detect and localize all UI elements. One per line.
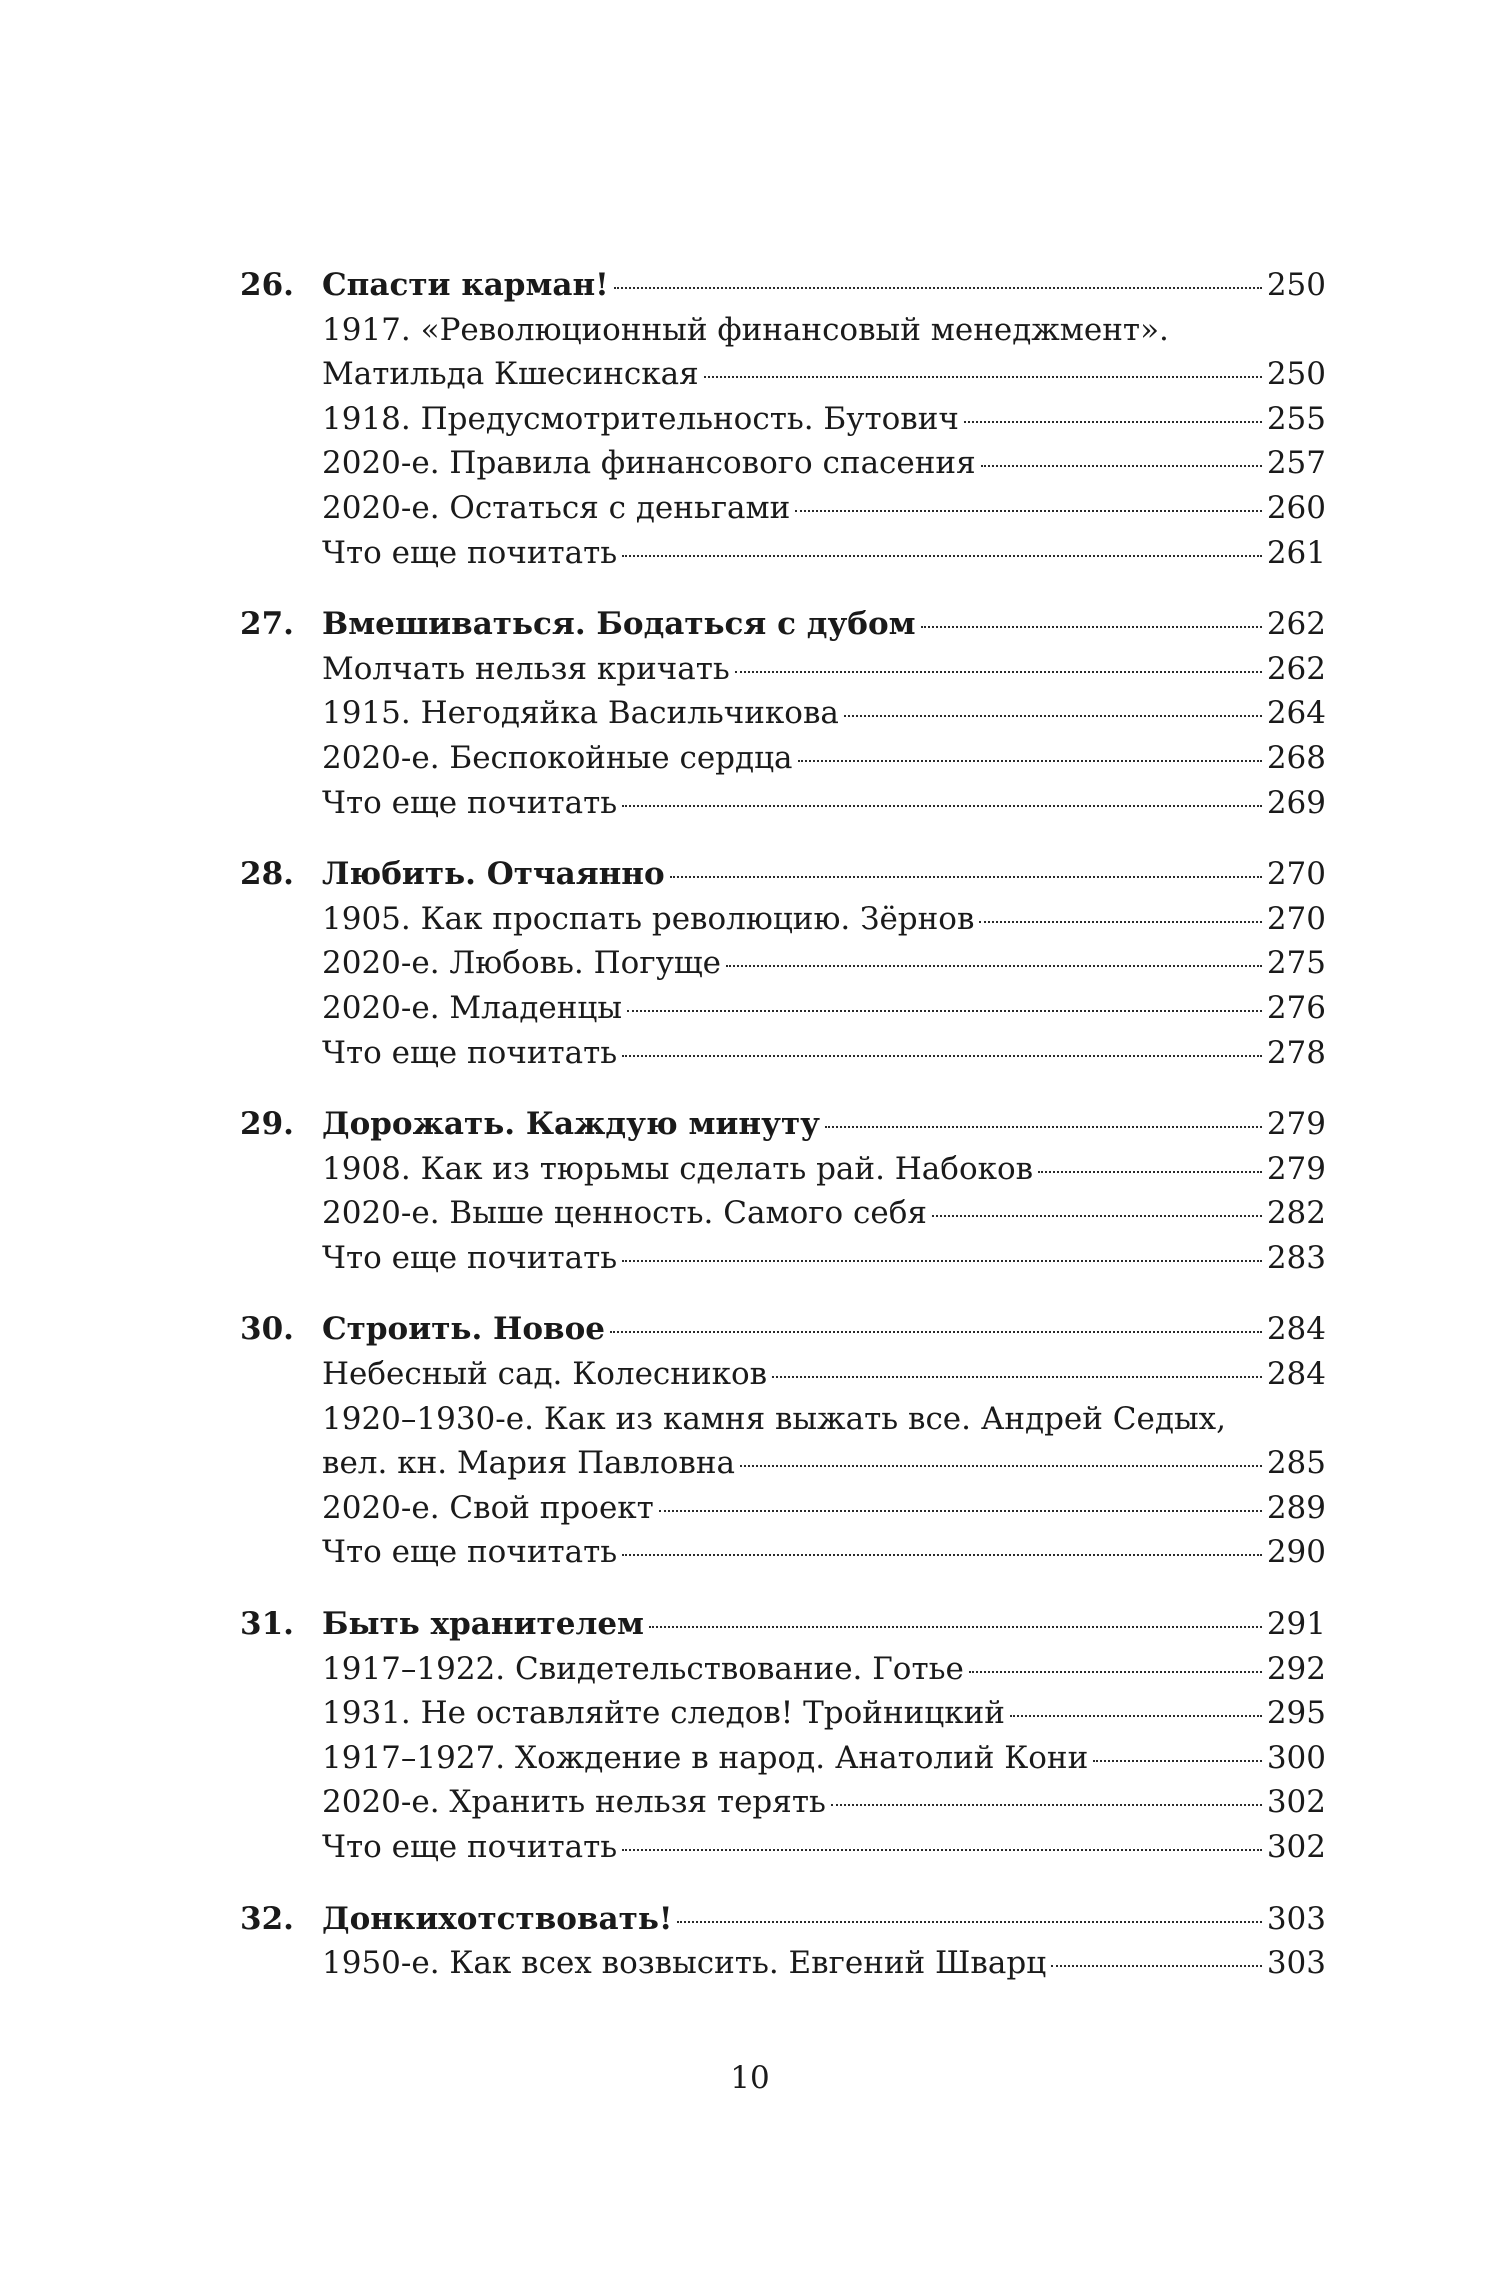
- page-number: 290: [1266, 1534, 1326, 1571]
- chapter-heading: [0, 1897, 1500, 1942]
- page-number: 278: [1266, 1034, 1326, 1071]
- dot-leader: [622, 1260, 1262, 1262]
- page-number: 262: [1266, 650, 1326, 687]
- entry-title: Что еще почитать: [322, 1829, 618, 1865]
- dot-leader: [627, 1010, 1262, 1012]
- entry-title: 1917–1922. Свидетельствование. Готье: [322, 1650, 964, 1687]
- entry-title: Матильда Кшесинская: [322, 356, 699, 393]
- chapter-number: 27.: [240, 606, 294, 643]
- entry-title: 2020-е. Остаться с деньгами: [322, 489, 791, 526]
- dot-leader: [614, 287, 1262, 289]
- chapter-title: Дорожать. Каждую минуту: [322, 1106, 820, 1143]
- dot-leader: [649, 1626, 1262, 1628]
- chapter-heading: [0, 852, 1500, 897]
- toc-entry: [0, 897, 1500, 942]
- entry-title: 1950-е. Как всех возвысить. Евгений Шварц: [322, 1945, 1047, 1982]
- chapter-title: Вмешиваться. Бодаться с дубом: [322, 606, 916, 643]
- chapter-title: Быть хранителем: [322, 1606, 644, 1643]
- page-number: 264: [1266, 695, 1326, 732]
- toc-chapter: [0, 1102, 1500, 1280]
- dot-leader: [932, 1215, 1262, 1217]
- dot-leader: [825, 1126, 1262, 1128]
- page-number: 275: [1266, 945, 1326, 982]
- toc-entry: [0, 1941, 1500, 1986]
- toc-chapter: [0, 852, 1500, 1075]
- chapter-number: 30.: [240, 1311, 294, 1348]
- toc-entry: [0, 647, 1500, 692]
- entry-title: 2020-е. Выше ценность. Самого себя: [322, 1195, 927, 1232]
- dot-leader: [795, 510, 1262, 512]
- toc-entry: [0, 1147, 1500, 1192]
- toc-entry: [0, 441, 1500, 486]
- entry-title: 1918. Предусмотрительность. Бутович: [322, 400, 959, 437]
- chapter-number: 28.: [240, 856, 294, 893]
- toc-entry: [0, 1236, 1500, 1281]
- entry-title: 1920–1930-е. Как из камня выжать все. Андрей Седых,: [322, 1400, 1226, 1437]
- page-number: 270: [1266, 856, 1326, 893]
- chapter-title: Спасти карман!: [322, 267, 609, 303]
- dot-leader: [1093, 1760, 1262, 1762]
- page-footer-number: 10: [730, 2060, 770, 2096]
- chapter-title: Строить. Новое: [322, 1311, 605, 1348]
- toc-entry: [0, 691, 1500, 736]
- entry-title: Молчать нельзя кричать: [322, 650, 730, 687]
- dot-leader: [726, 965, 1262, 967]
- page-number: 303: [1266, 1900, 1326, 1937]
- dot-leader: [622, 1554, 1262, 1556]
- toc-entry: [0, 1691, 1500, 1736]
- page-number: 282: [1266, 1195, 1326, 1232]
- page-number: 303: [1266, 1945, 1326, 1982]
- page-number: 250: [1266, 267, 1326, 303]
- page-number: 295: [1266, 1695, 1326, 1732]
- entry-title: 2020-е. Правила финансового спасения: [322, 445, 976, 482]
- chapter-number: 31.: [240, 1606, 294, 1643]
- toc-entry: [0, 1397, 1500, 1442]
- dot-leader: [1010, 1715, 1262, 1717]
- toc-entry: [0, 986, 1500, 1031]
- dot-leader: [622, 1849, 1262, 1851]
- dot-leader: [622, 555, 1262, 557]
- page-number: 262: [1266, 606, 1326, 643]
- toc-entry: [0, 352, 1500, 397]
- toc-entry: [0, 736, 1500, 781]
- page-number: 302: [1266, 1784, 1326, 1821]
- toc-chapter: [0, 1307, 1500, 1575]
- toc-entry: [0, 1486, 1500, 1531]
- chapter-heading: [0, 263, 1500, 308]
- entry-title: Что еще почитать: [322, 1034, 618, 1071]
- chapter-heading: [0, 1602, 1500, 1647]
- page-number: 291: [1266, 1606, 1326, 1643]
- toc-entry: [0, 308, 1500, 353]
- toc-chapter: [0, 1602, 1500, 1870]
- entry-title: 1908. Как из тюрьмы сделать рай. Набоков: [322, 1150, 1034, 1187]
- toc-entry: [0, 397, 1500, 442]
- dot-leader: [610, 1331, 1262, 1333]
- dot-leader: [735, 671, 1262, 673]
- toc-chapter: [0, 1897, 1500, 1986]
- toc-entry: [0, 1441, 1500, 1486]
- toc-entry: [0, 941, 1500, 986]
- dot-leader: [772, 1376, 1262, 1378]
- dot-leader: [1038, 1171, 1262, 1173]
- page-number: 276: [1266, 989, 1326, 1026]
- toc-entry: [0, 1736, 1500, 1781]
- page-number: 285: [1266, 1445, 1326, 1482]
- dot-leader: [704, 376, 1262, 378]
- dot-leader: [969, 1671, 1262, 1673]
- chapter-heading: [0, 602, 1500, 647]
- page-number: 250: [1266, 356, 1326, 393]
- entry-title: 1917–1927. Хождение в народ. Анатолий Кони: [322, 1739, 1089, 1776]
- entry-title: вел. кн. Мария Павловна: [322, 1445, 736, 1482]
- entry-title: Что еще почитать: [322, 784, 618, 821]
- page-number: 261: [1266, 534, 1326, 571]
- page-number: 284: [1266, 1311, 1326, 1348]
- chapter-title: Любить. Отчаянно: [322, 856, 665, 893]
- entry-title: 1915. Негодяйка Васильчикова: [322, 695, 839, 732]
- entry-title: 2020-е. Свой проект: [322, 1489, 654, 1526]
- toc-entry: [0, 781, 1500, 826]
- entry-title: 2020-е. Любовь. Погуще: [322, 945, 721, 982]
- table-of-contents: [0, 263, 1500, 2013]
- toc-entry: [0, 486, 1500, 531]
- chapter-number: 29.: [240, 1106, 294, 1143]
- toc-entry: [0, 1031, 1500, 1076]
- page-number: 302: [1266, 1829, 1326, 1865]
- dot-leader: [964, 421, 1262, 423]
- dot-leader: [981, 465, 1262, 467]
- entry-title: 2020-е. Хранить нельзя терять: [322, 1784, 826, 1821]
- entry-title: 2020-е. Младенцы: [322, 989, 623, 1026]
- entry-title: Что еще почитать: [322, 1239, 618, 1276]
- page-number: 279: [1266, 1106, 1326, 1143]
- page-number: 300: [1266, 1739, 1326, 1776]
- page-number: 269: [1266, 784, 1326, 821]
- dot-leader: [921, 626, 1262, 628]
- toc-entry: [0, 531, 1500, 576]
- dot-leader: [659, 1510, 1262, 1512]
- chapter-heading: [0, 1307, 1500, 1352]
- dot-leader: [831, 1804, 1262, 1806]
- page-number: 260: [1266, 489, 1326, 526]
- page-number: 289: [1266, 1489, 1326, 1526]
- page-number: 270: [1266, 900, 1326, 937]
- toc-entry: [0, 1780, 1500, 1825]
- page-number: 284: [1266, 1356, 1326, 1393]
- dot-leader: [670, 876, 1262, 878]
- entry-title: 1917. «Революционный финансовый менеджмент».: [322, 311, 1169, 348]
- dot-leader: [844, 715, 1262, 717]
- toc-entry: [0, 1352, 1500, 1397]
- chapter-number: 32.: [240, 1900, 294, 1937]
- dot-leader: [798, 760, 1262, 762]
- entry-title: Что еще почитать: [322, 534, 618, 571]
- entry-title: Что еще почитать: [322, 1534, 618, 1571]
- dot-leader: [740, 1465, 1262, 1467]
- toc-entry: [0, 1647, 1500, 1692]
- entry-title: 1931. Не оставляйте следов! Тройницкий: [322, 1695, 1005, 1732]
- chapter-title: Донкихотствовать!: [322, 1900, 673, 1937]
- toc-entry: [0, 1825, 1500, 1870]
- page-number: 257: [1266, 445, 1326, 482]
- page-number: 255: [1266, 400, 1326, 437]
- dot-leader: [979, 921, 1261, 923]
- toc-entry: [0, 1191, 1500, 1236]
- dot-leader: [677, 1921, 1261, 1923]
- entry-title: Небесный сад. Колесников: [322, 1356, 768, 1393]
- chapter-number: 26.: [240, 267, 294, 303]
- entry-title: 1905. Как проспать революцию. Зёрнов: [322, 900, 975, 937]
- page-number: 292: [1266, 1650, 1326, 1687]
- toc-chapter: [0, 602, 1500, 825]
- dot-leader: [1051, 1965, 1262, 1967]
- chapter-heading: [0, 1102, 1500, 1147]
- page-number: 268: [1266, 739, 1326, 776]
- dot-leader: [622, 805, 1262, 807]
- toc-entry: [0, 1530, 1500, 1575]
- entry-title: 2020-е. Беспокойные сердца: [322, 739, 793, 776]
- dot-leader: [622, 1055, 1262, 1057]
- page-number: 283: [1266, 1239, 1326, 1276]
- toc-chapter: [0, 263, 1500, 575]
- page-number: 279: [1266, 1150, 1326, 1187]
